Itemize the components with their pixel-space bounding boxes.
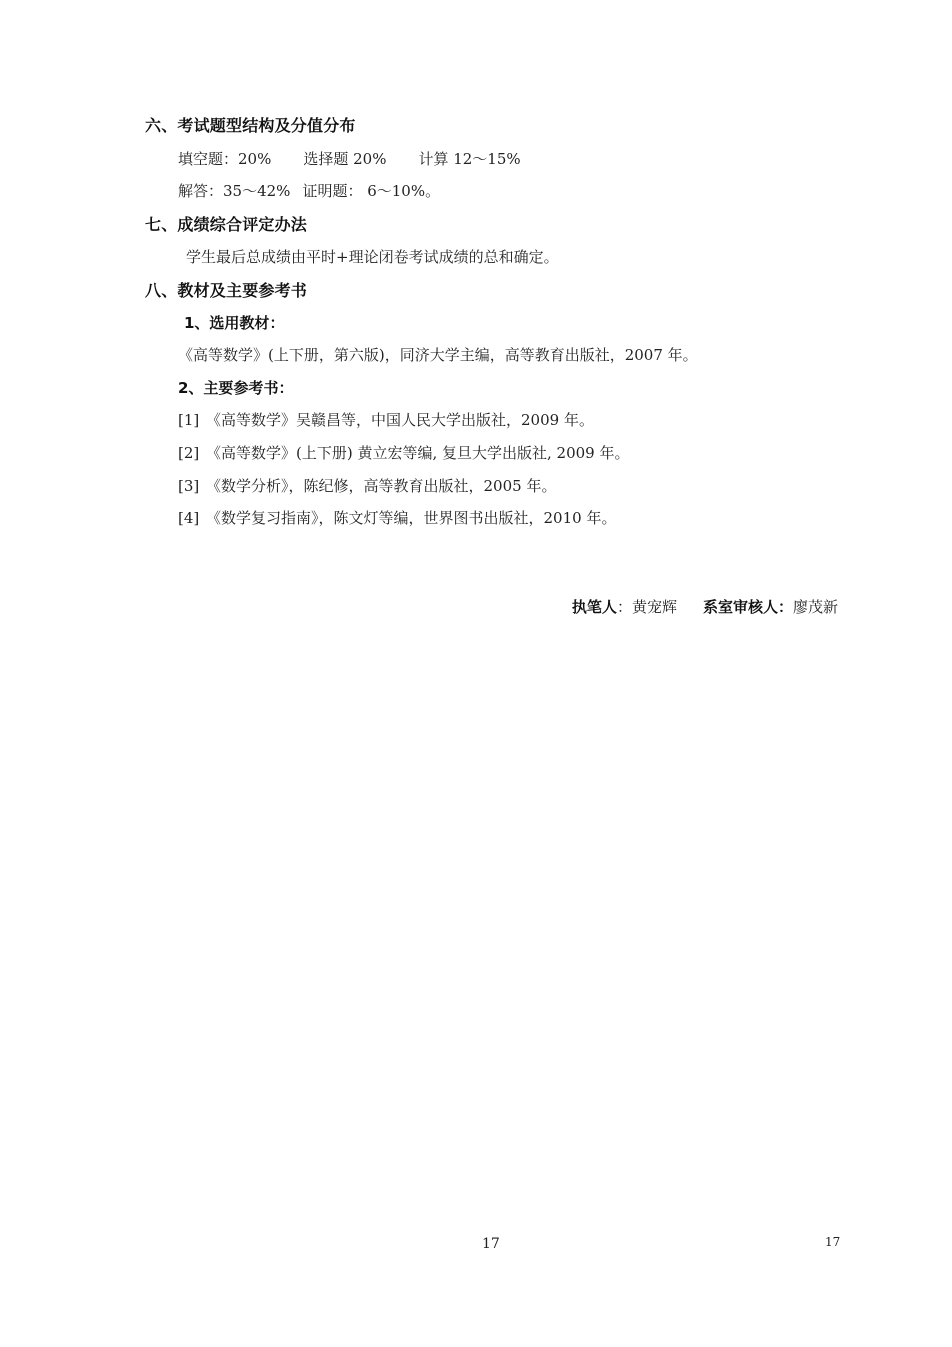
reference-number: [3] [178, 477, 200, 495]
multiple-choice-share: 选择题 20% [303, 150, 387, 168]
reviewer-name: 廖茂新 [792, 598, 838, 616]
reference-text: 《数学分析》，陈纪修，高等教育出版社，2005 年。 [206, 477, 557, 495]
page-number-center: 17 [482, 1236, 500, 1252]
references-subheading: 2、主要参考书： [178, 379, 294, 397]
reference-item [178, 446, 630, 461]
page-number-right: 17 [825, 1235, 841, 1249]
textbook-subheading: 1、选用教材： [184, 314, 285, 332]
grading-method-text: 学生最后总成绩由平时+理论闭卷考试成绩的总和确定。 [186, 248, 559, 266]
reference-number: [4] [178, 509, 200, 527]
section-6-heading: 六、考试题型结构及分值分布 [145, 116, 356, 135]
author-separator: ： [616, 598, 632, 616]
calculation-share: 计算 12～15% [418, 150, 521, 168]
reference-number: [2] [178, 444, 200, 462]
reference-text: 《高等数学》(上下册) 黄立宏等编, 复旦大学出版社, 2009 年。 [206, 444, 630, 462]
reference-item [178, 413, 594, 428]
author-label: 执笔人 [571, 598, 617, 616]
answer-share: 解答：35～42% [178, 182, 291, 200]
question-types-line-2 [178, 184, 440, 199]
reference-item [178, 511, 616, 526]
proof-share: 证明题： 6～10%。 [302, 182, 441, 200]
textbook-entry: 《高等数学》(上下册，第六版)，同济大学主编，高等教育出版社，2007 年。 [178, 346, 698, 364]
reviewer-label: 系室审核人： [702, 598, 793, 616]
reference-item [178, 479, 556, 494]
section-7-heading: 七、成绩综合评定办法 [145, 215, 308, 234]
question-types-line-1 [178, 152, 521, 167]
section-8-heading: 八、教材及主要参考书 [145, 281, 308, 300]
author-name: 黄宠辉 [631, 598, 677, 616]
reference-text: 《数学复习指南》，陈文灯等编，世界图书出版社，2010 年。 [206, 509, 617, 527]
reference-text: 《高等数学》吴赣昌等，中国人民大学出版社，2009 年。 [206, 411, 594, 429]
reference-number: [1] [178, 411, 200, 429]
signature-line [572, 600, 838, 615]
fill-blank-share: 填空题：20% [178, 150, 272, 168]
